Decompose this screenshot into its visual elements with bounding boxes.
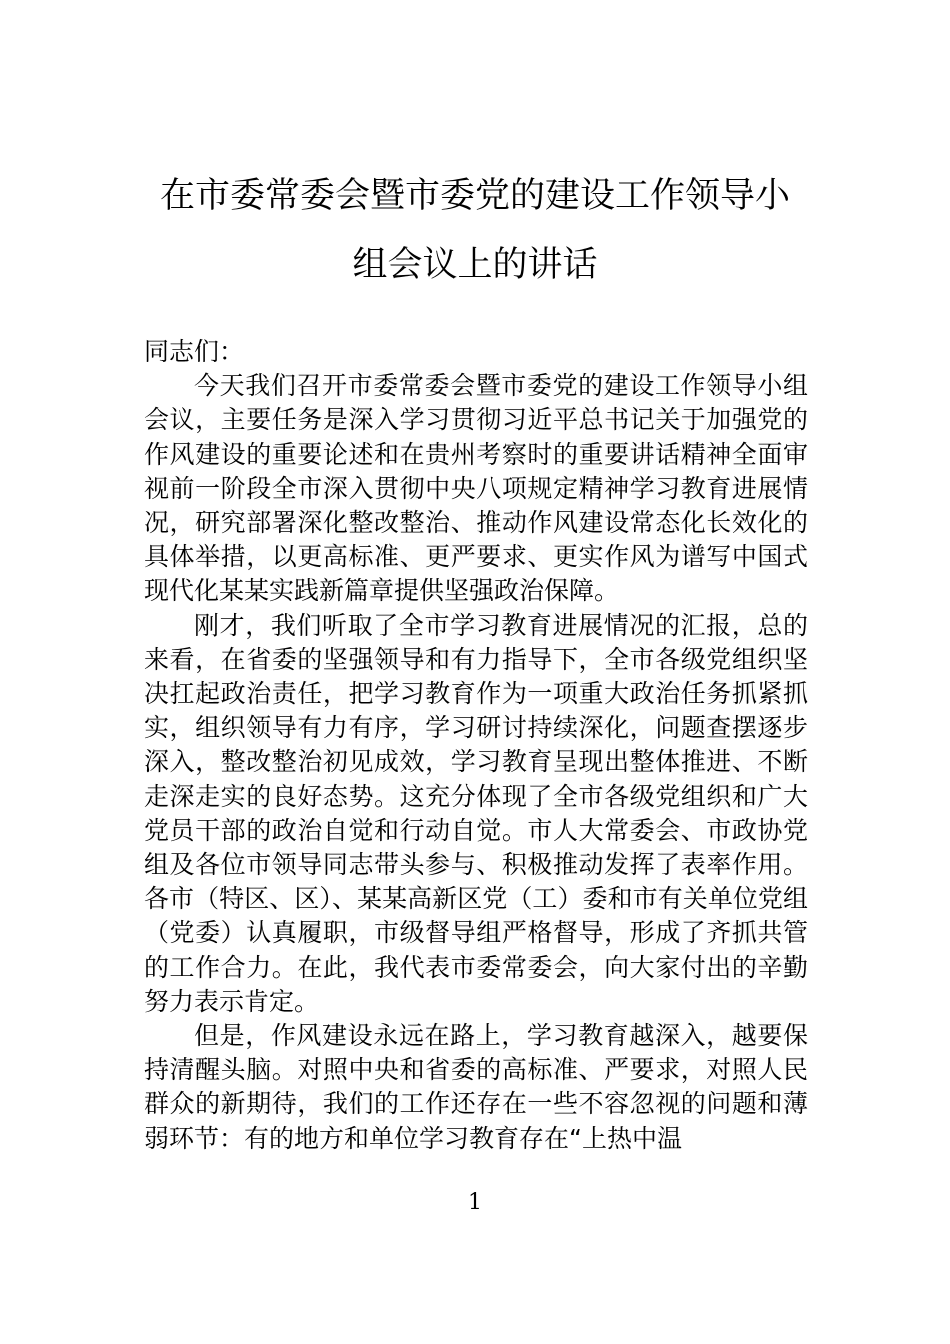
document-body [144,335,808,1156]
document-title-line-1: 在市委常委会暨市委党的建设工作领导小 [159,176,790,216]
paragraph-1: 今天我们召开市委常委会暨市委党的建设工作领导小组会议，主要任务是深入学习贯彻习近平总书记关于加强党的作风建设的重要论述和在贵州考察时的重要讲话精神全面审视前一阶段全市深入贯彻中央八项规定精神学习教育进展情况，研究部署深化整改整治、推动作风建设常态化长效化的具体举措，以更高标准、更严要求、更实作风为谱写中国式现代化某某实践新篇章提供坚强政治保障。 [144,371,808,606]
salutation: 同志们： [144,337,245,366]
paragraph-2: 刚才，我们听取了全市学习教育进展情况的汇报，总的来看，在省委的坚强领导和有力指导下，全市各级党组织坚决扛起政治责任，把学习教育作为一项重大政治任务抓紧抓实，组织领导有力有序，学习研讨持续深化，问题查摆逐步深入，整改整治初见成效，学习教育呈现出整体推进、不断走深走实的良好态势。这充分体现了全市各级党组织和广大党员干部的政治自觉和行动自觉。市人大常委会、市政协党组及各位市领导同志带头参与、积极推动发挥了表率作用。各市（特区、区）、某某高新区党（工）委和市有关单位党组（党委）认真履职，市级督导组严格督导，形成了齐抓共管的工作合力。在此，我代表市委常委会，向大家付出的辛勤努力表示肯定。 [144,610,808,1016]
paragraph-3: 但是，作风建设永远在路上，学习教育越深入，越要保持清醒头脑。对照中央和省委的高标准、严要求，对照人民群众的新期待，我们的工作还存在一些不容忽视的问题和薄弱环节：有的地方和单位学习教育存在“上热中温 [144,1021,808,1153]
document-title-line-2: 组会议上的讲话 [352,245,598,285]
page-number: 1 [468,1190,482,1215]
